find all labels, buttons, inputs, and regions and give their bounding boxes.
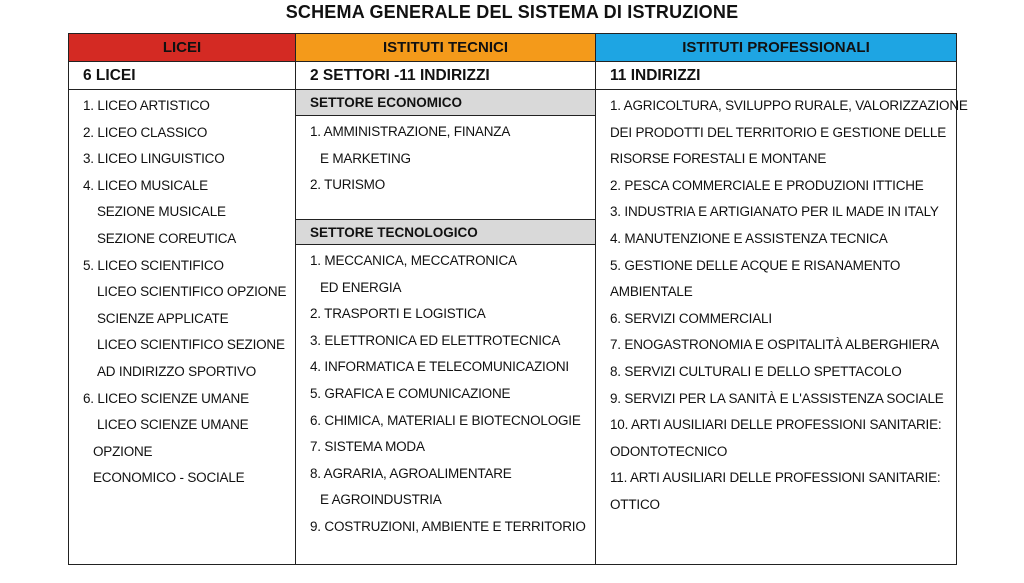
list-item: LICEO SCIENTIFICO OPZIONE — [97, 284, 287, 300]
list-item: 8. SERVIZI CULTURALI E DELLO SPETTACOLO — [610, 363, 902, 379]
professionali-subheader: 11 INDIRIZZI — [596, 62, 956, 90]
list-item: 8. AGRARIA, AGROALIMENTARE — [310, 465, 512, 481]
list-item: SCIENZE APPLICATE — [97, 310, 229, 326]
list-item: 4. INFORMATICA E TELECOMUNICAZIONI — [310, 359, 569, 375]
list-item: 1. LICEO ARTISTICO — [83, 98, 210, 113]
list-item: LICEO SCIENTIFICO SEZIONE — [97, 337, 285, 353]
professionali-header: ISTITUTI PROFESSIONALI — [596, 34, 956, 62]
list-item: 2. LICEO CLASSICO — [83, 124, 208, 140]
school-system-table — [68, 33, 968, 565]
list-item: 9. SERVIZI PER LA SANITÀ E L'ASSISTENZA SOCIALE — [610, 390, 944, 406]
professionali-column — [596, 34, 968, 564]
list-item: 11. ARTI AUSILIARI DELLE PROFESSIONI SANITARIE: — [610, 470, 941, 486]
list-item: SEZIONE COREUTICA — [97, 230, 237, 246]
list-item: 3. LICEO LINGUISTICO — [83, 151, 225, 167]
list-item: 5. GESTIONE DELLE ACQUE E RISANAMENTO — [610, 257, 901, 273]
list-item: 10. ARTI AUSILIARI DELLE PROFESSIONI SANITARIE: — [610, 417, 942, 433]
list-item: ED ENERGIA — [320, 279, 402, 295]
tecnici-subheader: 2 SETTORI -11 INDIRIZZI — [296, 62, 595, 90]
list-item: AD INDIRIZZO SPORTIVO — [97, 363, 257, 379]
list-item: 1. AGRICOLTURA, SVILUPPO RURALE, VALORIZZAZIONE — [610, 98, 968, 113]
economico-list — [296, 116, 595, 219]
list-item: 6. SERVIZI COMMERCIALI — [610, 310, 772, 326]
list-item: 3. INDUSTRIA E ARTIGIANATO PER IL MADE IN ITALY — [610, 204, 939, 220]
tecnici-column — [296, 34, 596, 564]
sector-economico-label: SETTORE ECONOMICO — [296, 90, 595, 116]
licei-header: LICEI — [69, 34, 295, 62]
tecnologico-list — [296, 245, 595, 541]
list-item: OTTICO — [610, 496, 660, 512]
list-item: 1. MECCANICA, MECCATRONICA — [310, 253, 517, 268]
list-item: 3. ELETTRONICA ED ELETTROTECNICA — [310, 332, 561, 348]
list-item: E AGROINDUSTRIA — [320, 492, 442, 508]
licei-list — [69, 90, 295, 492]
list-item: ODONTOTECNICO — [610, 443, 728, 459]
list-item: ECONOMICO - SOCIALE — [93, 470, 245, 486]
list-item: LICEO SCIENZE UMANE — [97, 417, 249, 433]
list-item: 2. TRASPORTI E LOGISTICA — [310, 306, 486, 322]
list-item: 2. PESCA COMMERCIALE E PRODUZIONI ITTICHE — [610, 177, 924, 193]
sector-tecnologico-label: SETTORE TECNOLOGICO — [296, 219, 595, 245]
list-item: 2. TURISMO — [310, 177, 386, 193]
list-item: 7. ENOGASTRONOMIA E OSPITALITÀ ALBERGHIERA — [610, 337, 939, 353]
page-title: SCHEMA GENERALE DEL SISTEMA DI ISTRUZIONE — [285, 2, 739, 22]
list-item: 5. GRAFICA E COMUNICAZIONE — [310, 385, 511, 401]
list-item: OPZIONE — [93, 443, 153, 459]
list-item: SEZIONE MUSICALE — [97, 204, 226, 220]
tecnici-header: ISTITUTI TECNICI — [296, 34, 595, 62]
list-item: 1. AMMINISTRAZIONE, FINANZA — [310, 124, 511, 139]
list-item: 9. COSTRUZIONI, AMBIENTE E TERRITORIO — [310, 518, 586, 534]
list-item: 6. LICEO SCIENZE UMANE — [83, 390, 249, 406]
list-item: 6. CHIMICA, MATERIALI E BIOTECNOLOGIE — [310, 412, 581, 428]
list-item: RISORSE FORESTALI E MONTANE — [610, 151, 827, 167]
list-item: 5. LICEO SCIENTIFICO — [83, 257, 224, 273]
list-item: 4. MANUTENZIONE E ASSISTENZA TECNICA — [610, 230, 888, 246]
list-item: E MARKETING — [320, 150, 411, 166]
list-item: 4. LICEO MUSICALE — [83, 177, 208, 193]
licei-subheader: 6 LICEI — [69, 62, 295, 90]
list-item: 7. SISTEMA MODA — [310, 439, 425, 455]
list-item: DEI PRODOTTI DEL TERRITORIO E GESTIONE DELLE — [610, 124, 947, 140]
licei-column — [69, 34, 296, 564]
professionali-list — [596, 90, 968, 519]
list-item: AMBIENTALE — [610, 284, 693, 300]
